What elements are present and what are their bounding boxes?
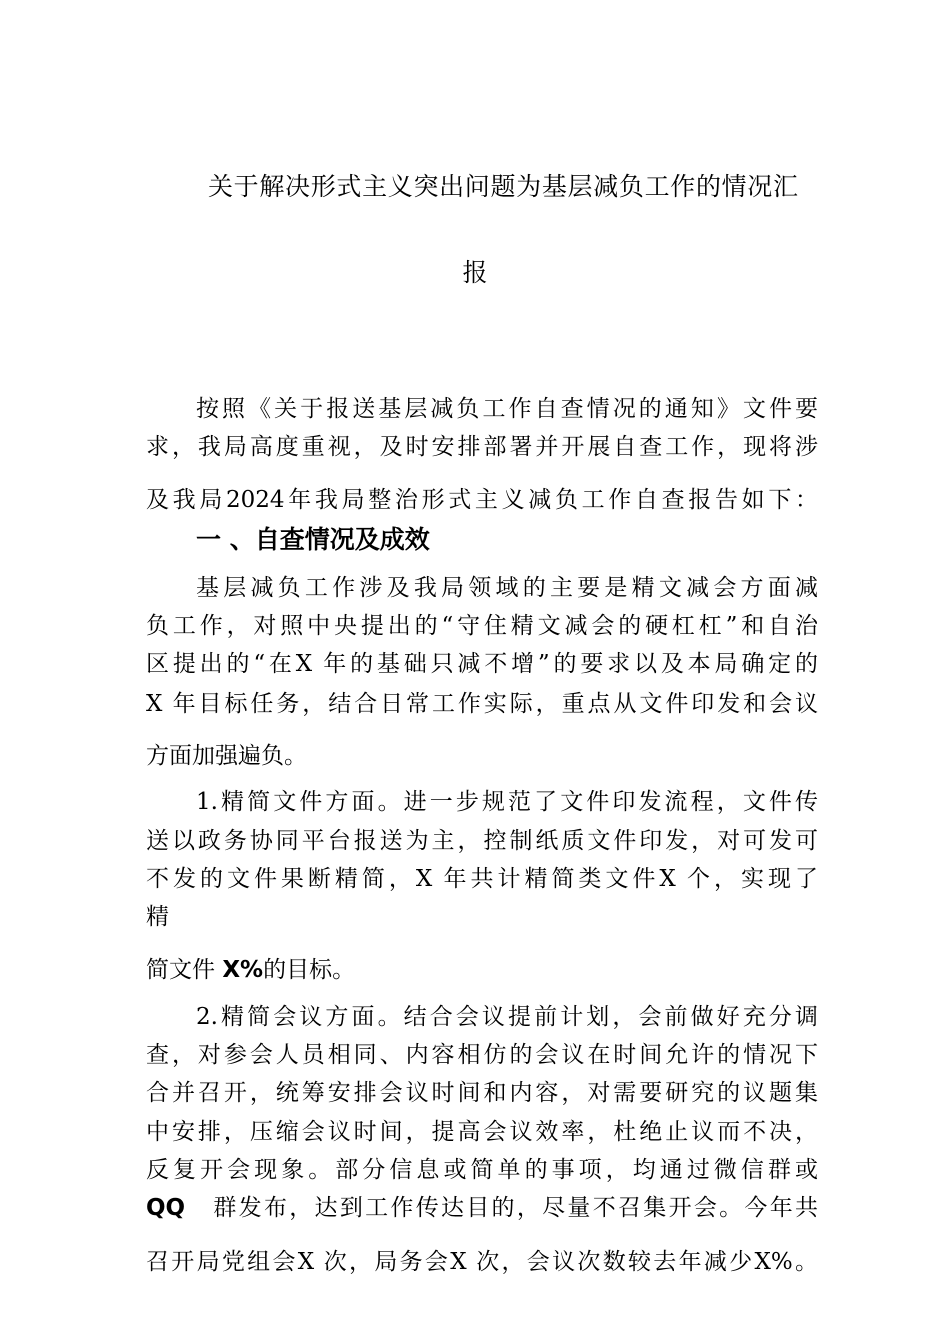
text-line: 求，我局高度重视，及时安排部署并开展自查工作，现将涉 xyxy=(146,434,818,460)
text-line: 中安排，压缩会议时间，提高会议效率，杜绝止议而不决， xyxy=(146,1119,818,1145)
text-line: 按照《关于报送基层减负工作自查情况的通知》文件要 xyxy=(196,396,818,422)
text-line: 区提出的“在X 年的基础只减不增”的要求以及本局确定的 xyxy=(146,651,818,677)
text-line xyxy=(146,1190,818,1226)
text-line: 1.精简文件方面。进一步规范了文件印发流程，文件传 xyxy=(196,789,818,815)
text-line: X 年目标任务，结合日常工作实际，重点从文件印发和会议 xyxy=(146,691,818,717)
text-span: 群发布，达到工作传达目的，尽量不召集开会。今年共 xyxy=(211,1195,818,1221)
text-line: 负工作，对照中央提出的“守住精文减会的硬杠杠”和自治 xyxy=(146,613,818,639)
qq-label: QQ xyxy=(146,1195,186,1221)
document-title-line-2: 报 xyxy=(462,258,488,287)
text-line: 召开局党组会X 次，局务会X 次，会议次数较去年减少X%。 xyxy=(146,1249,818,1275)
text-line: 合并召开，统筹安排会议时间和内容，对需要研究的议题集 xyxy=(146,1080,818,1106)
text-line: 基层减负工作涉及我局领域的主要是精文减会方面减 xyxy=(196,575,818,601)
text-line: 送以政务协同平台报送为主，控制纸质文件印发，对可发可 xyxy=(146,828,818,854)
text-line: 查，对参会人员相同、内容相仿的会议在时间允许的情况下 xyxy=(146,1042,818,1068)
text-span: 的目标。 xyxy=(263,957,356,983)
text-line: 2.精简会议方面。结合会议提前计划，会前做好充分调 xyxy=(196,1004,818,1030)
text-line: 方面加强遍负。 xyxy=(146,743,307,769)
text-line: 不发的文件果断精简，X 年共计精简类文件X 个，实现了 xyxy=(146,866,818,892)
text-line: 精 xyxy=(146,904,169,930)
text-line: 反复开会现象。部分信息或简单的事项，均通过微信群或 xyxy=(146,1157,818,1183)
document-title-line-1: 关于解决形式主义突出问题为基层减负工作的情况汇 xyxy=(208,172,798,201)
text-line xyxy=(146,952,818,988)
text-span: 简文件 xyxy=(146,957,223,983)
percentage-value: X% xyxy=(222,957,264,983)
section-heading: 一 、自查情况及成效 xyxy=(196,525,430,554)
text-line: 及我局2024年我局整治形式主义减负工作自查报告如下： xyxy=(146,487,818,513)
